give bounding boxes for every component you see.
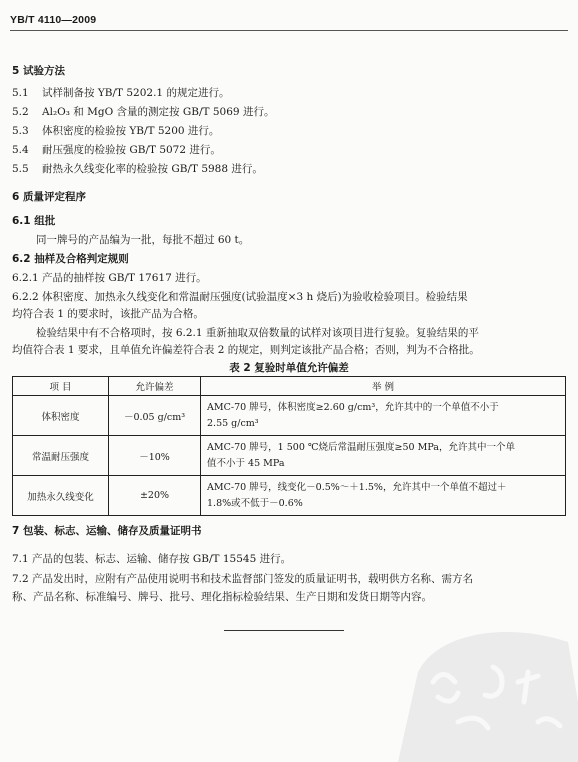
cell-item: 加热永久线变化: [13, 476, 109, 516]
item-number: 5.1: [12, 87, 29, 99]
example-line: 2.55 g/cm³: [207, 417, 259, 429]
cell-example: [201, 396, 566, 436]
item-5-1: [12, 86, 229, 100]
standard-code: YB/T 4110—2009: [10, 14, 97, 26]
cell-deviation: －10%: [109, 436, 201, 476]
section-7-1: 7.1 产品的包装、标志、运输、储存按 GB/T 15545 进行。: [12, 553, 292, 565]
item-text: Al₂O₃ 和 MgO 含量的测定按 GB/T 5069 进行。: [42, 106, 275, 118]
section-6-2-1: 6.2.1 产品的抽样按 GB/T 17617 进行。: [12, 272, 207, 284]
item-5-3: [12, 124, 219, 138]
header-deviation: 允许偏差: [109, 377, 201, 396]
example-line: AMC-70 牌号，线变化－0.5%～＋1.5%，允许其中一个单值不超过＋: [207, 481, 507, 493]
item-text: 试样制备按 YB/T 5202.1 的规定进行。: [42, 87, 230, 99]
cell-deviation: ±20%: [109, 476, 201, 516]
item-text: 耐压强度的检验按 GB/T 5072 进行。: [42, 144, 221, 156]
item-number: 5.2: [12, 106, 29, 118]
example-line: 值不小于 45 MPa: [207, 457, 285, 469]
retest-paragraph-line2: 均值符合表 1 要求，且单值允许偏差符合表 2 的规定，则判定该批产品合格；否则，判为不合格批。: [12, 344, 480, 356]
section-6-2-title: 6.2 抽样及合格判定规则: [12, 253, 129, 265]
table-row: [13, 396, 566, 436]
table-row: [13, 476, 566, 516]
item-number: 5.3: [12, 125, 29, 137]
item-number: 5.4: [12, 144, 29, 156]
item-number: 5.5: [12, 163, 29, 175]
section-5-title: 5 试验方法: [12, 65, 65, 77]
item-5-4: [12, 143, 221, 157]
header-item: 项 目: [13, 377, 109, 396]
item-text: 耐热永久线变化率的检验按 GB/T 5988 进行。: [42, 163, 263, 175]
item-5-5: [12, 162, 263, 176]
end-rule: [224, 630, 344, 631]
example-line: 1.8%或不低于－0.6%: [207, 497, 303, 509]
section-7-2-line2: 称、产品名称、标准编号、牌号、批号、理化指标检验结果、生产日期和发货日期等内容。: [12, 591, 432, 603]
section-6-1-title: 6.1 组批: [12, 215, 56, 227]
section-7-title: 7 包装、标志、运输、储存及质量证明书: [12, 525, 202, 537]
section-6-title: 6 质量评定程序: [12, 191, 86, 203]
retest-paragraph-line1: 检验结果中有不合格项时，按 6.2.1 重新抽取双倍数量的试样对该项目进行复验。复验结果的平: [36, 327, 479, 339]
table-caption: 表 2 复验时单值允许偏差: [229, 362, 349, 374]
example-line: AMC-70 牌号，1 500 ℃烧后常温耐压强度≥50 MPa，允许其中一个单: [207, 441, 515, 453]
section-7-2-line1: 7.2 产品发出时，应附有产品使用说明书和技术监督部门签发的质量证明书，载明供方名称、需方名: [12, 573, 474, 585]
cell-example: [201, 436, 566, 476]
cell-item: 体积密度: [13, 396, 109, 436]
example-line: AMC-70 牌号，体积密度≥2.60 g/cm³，允许其中的一个单值不小于: [207, 401, 499, 413]
table-header-row: [13, 377, 566, 396]
item-5-2: [12, 105, 274, 119]
cell-item: 常温耐压强度: [13, 436, 109, 476]
section-6-2-2-line2: 均符合表 1 的要求时，该批产品为合格。: [12, 308, 204, 320]
cell-deviation: －0.05 g/cm³: [109, 396, 201, 436]
deviation-table: [12, 376, 566, 516]
header-rule: [10, 30, 568, 31]
cell-example: [201, 476, 566, 516]
section-6-1-text: 同一牌号的产品编为一批，每批不超过 60 t。: [36, 234, 250, 246]
header-example: 举 例: [201, 377, 566, 396]
watermark-seal: [398, 612, 578, 762]
table-row: [13, 436, 566, 476]
item-text: 体积密度的检验按 YB/T 5200 进行。: [42, 125, 220, 137]
section-6-2-2-line1: 6.2.2 体积密度、加热永久线变化和常温耐压强度(试验温度×3 h 烧后)为验收检验项目。检验结果: [12, 291, 468, 303]
